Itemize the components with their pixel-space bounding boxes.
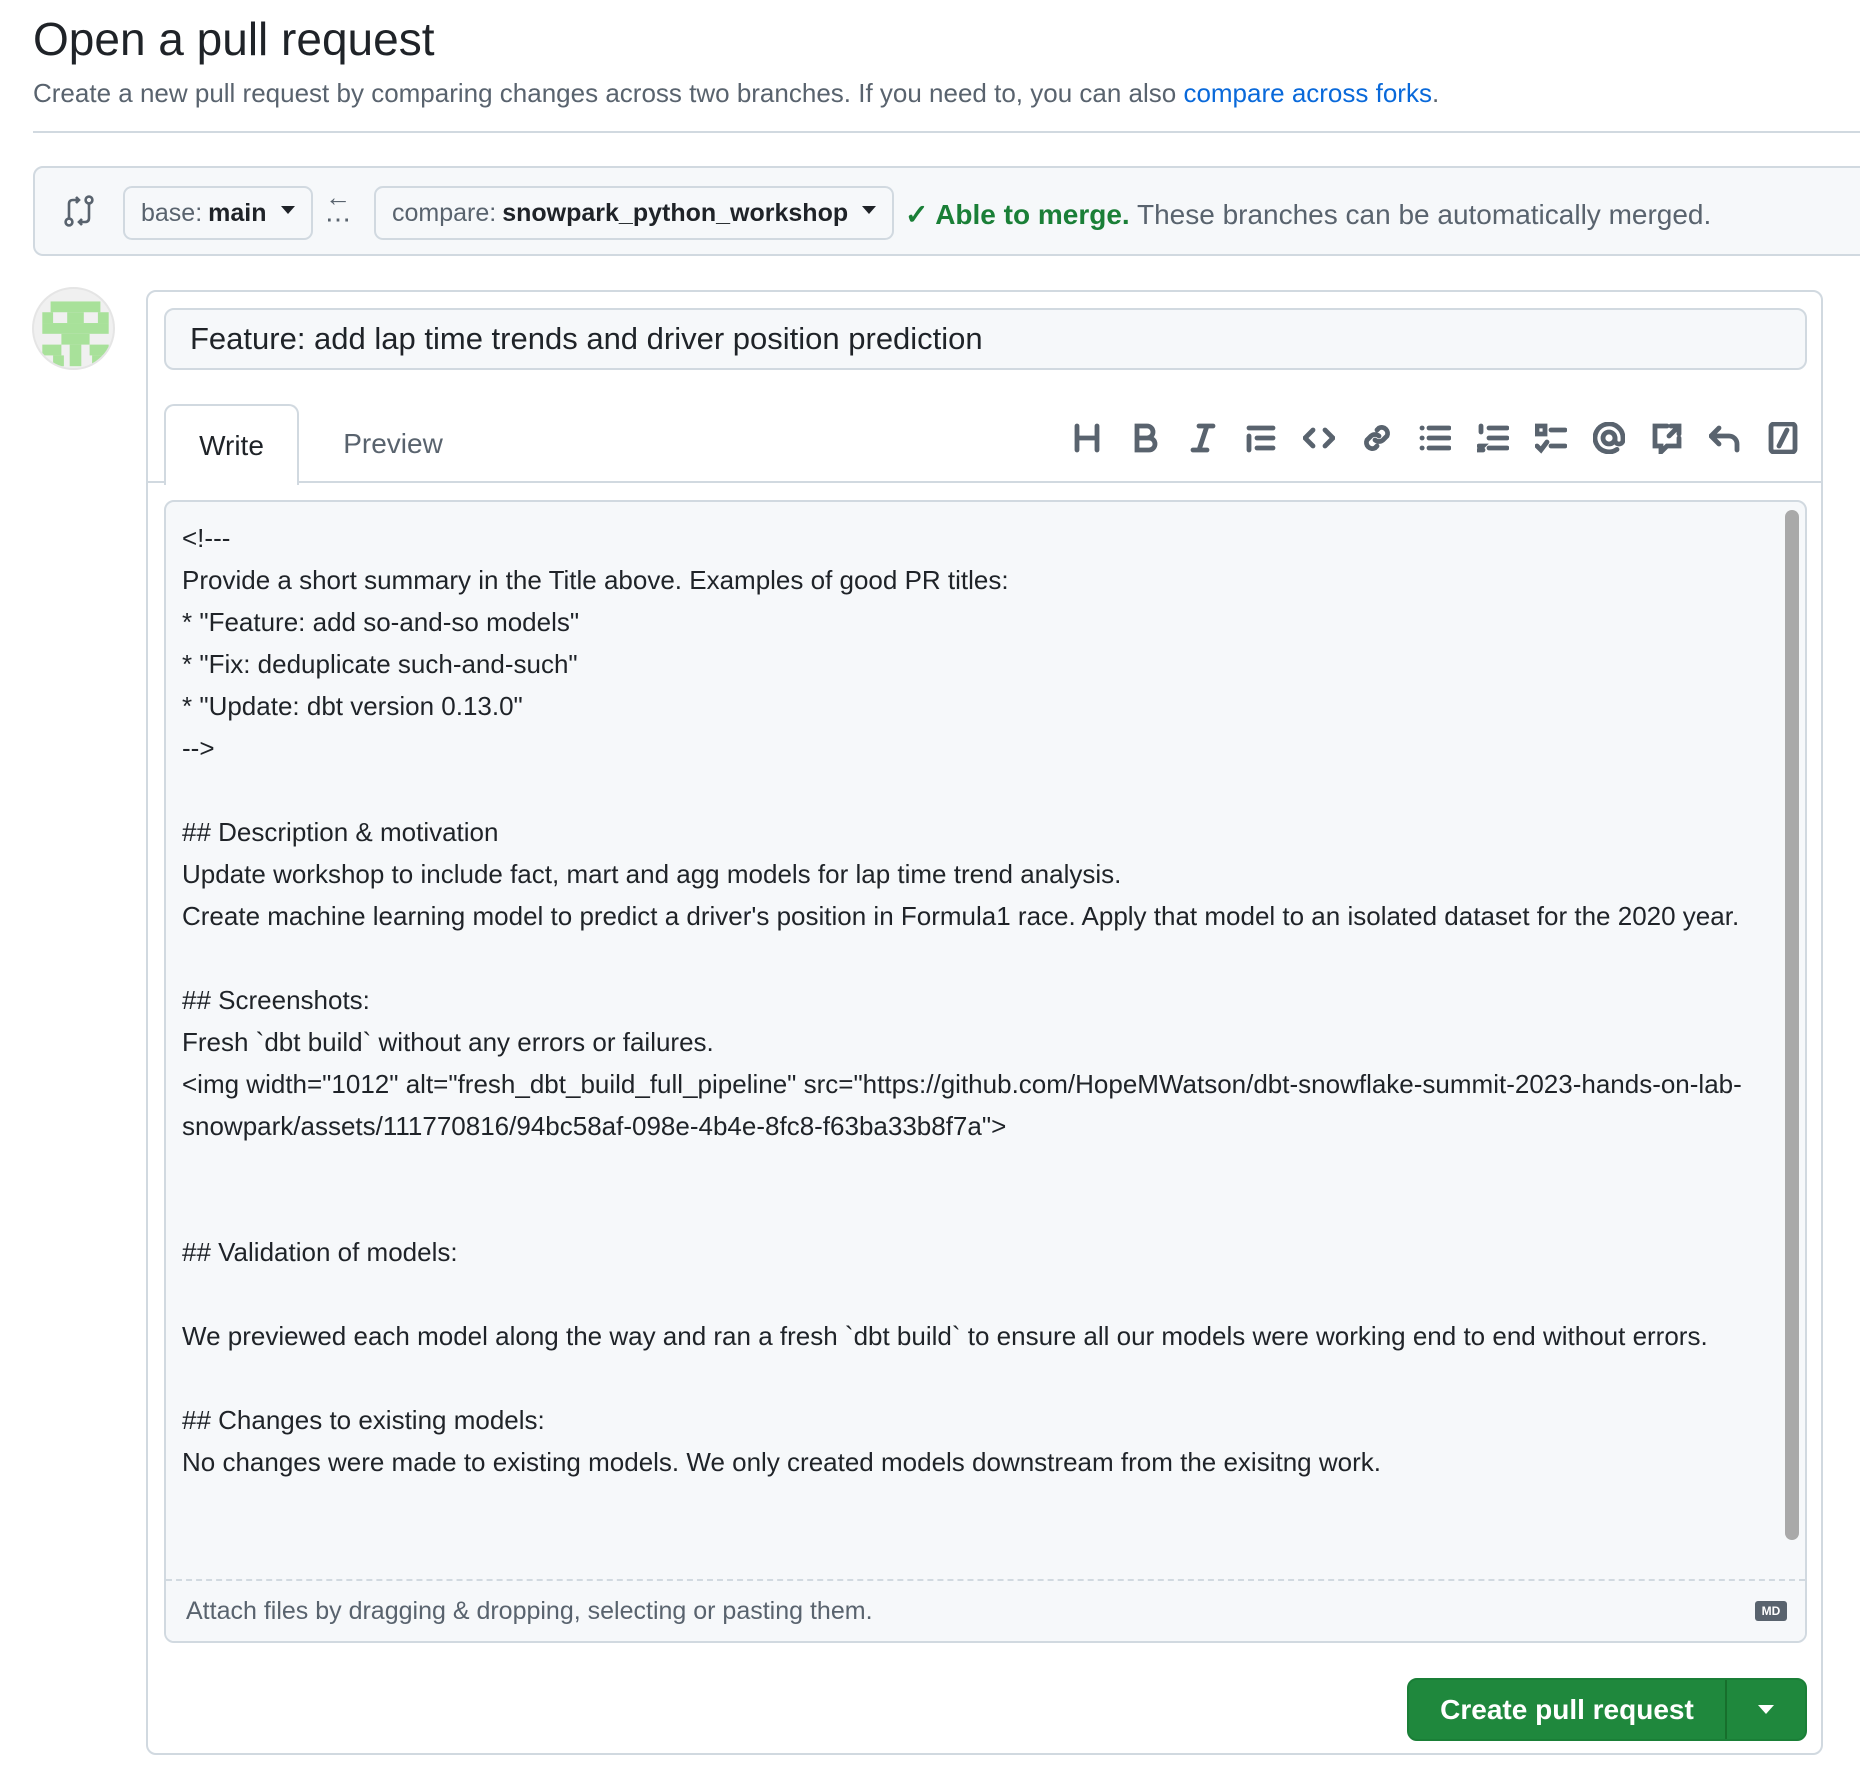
- identicon: [34, 289, 115, 370]
- page-subtitle: [33, 78, 1439, 109]
- subtitle-end: .: [1431, 78, 1440, 108]
- mention-icon[interactable]: [1591, 420, 1627, 456]
- pr-title-input[interactable]: Feature: add lap time trends and driver position prediction: [164, 308, 1807, 370]
- markdown-icon: MD: [1755, 1601, 1787, 1621]
- caret-down-icon: [1758, 1705, 1774, 1714]
- caret-down-icon: [281, 206, 295, 214]
- merge-status-detail: These branches can be automatically merged.: [1136, 199, 1712, 230]
- body-line: ## Validation of models:: [182, 1237, 458, 1267]
- pr-body-text: [182, 517, 1762, 1585]
- body-line: ## Changes to existing models:: [182, 1405, 545, 1435]
- body-line: [182, 1189, 1762, 1231]
- arrow-left-icon: ← ⋯: [325, 182, 351, 234]
- divider: [33, 131, 1860, 133]
- reference-icon[interactable]: [1649, 420, 1685, 456]
- body-line: ## Screenshots:: [182, 985, 370, 1015]
- compare-bar: [33, 166, 1860, 256]
- avatar: [32, 287, 115, 370]
- body-line: * "Feature: add so-and-so models": [182, 607, 580, 637]
- attach-hint: Attach files by dragging & dropping, selecting or pasting them.: [186, 1596, 873, 1625]
- body-line: -->: [182, 733, 215, 763]
- create-options-dropdown[interactable]: [1727, 1680, 1805, 1739]
- create-pull-request-button-group: [1407, 1678, 1807, 1741]
- body-line: We previewed each model along the way and ran a fresh `dbt build` to ensure all our models were working end to end without errors.: [182, 1321, 1708, 1351]
- unordered-list-icon[interactable]: [1417, 420, 1453, 456]
- italic-icon[interactable]: [1185, 420, 1221, 456]
- undo-icon[interactable]: [1707, 420, 1743, 456]
- body-line: <!---: [182, 523, 231, 553]
- compare-across-forks-link[interactable]: compare across forks: [1183, 78, 1432, 108]
- attach-files-area[interactable]: [166, 1579, 1805, 1641]
- merge-status: [905, 198, 1711, 231]
- body-line: Fresh `dbt build` without any errors or failures.: [182, 1027, 714, 1057]
- check-icon: ✓: [905, 199, 936, 230]
- heading-icon[interactable]: [1069, 420, 1105, 456]
- pr-body-textarea[interactable]: [164, 500, 1807, 1643]
- compare-label: compare:: [392, 198, 497, 227]
- body-line: [182, 1357, 1762, 1399]
- merge-status-label: Able to merge.: [935, 199, 1130, 230]
- link-icon[interactable]: [1359, 420, 1395, 456]
- body-line: No changes were made to existing models. We only created models downstream from the exisitng work.: [182, 1447, 1381, 1477]
- tab-write[interactable]: Write: [164, 404, 299, 485]
- body-line: * "Update: dbt version 0.13.0": [182, 691, 523, 721]
- base-label: base:: [141, 198, 203, 227]
- body-line: Create machine learning model to predict a driver's position in Formula1 race. Apply that model to an isolated dataset for the 2020 year.: [182, 901, 1740, 931]
- tab-preview[interactable]: Preview: [343, 427, 443, 459]
- task-list-icon[interactable]: [1533, 420, 1569, 456]
- body-line: <img width="1012" alt="fresh_dbt_build_full_pipeline" src="https://github.com/HopeMWatson/dbt-snowflake-summit-2023-hands-on-lab-snowpark/assets/111770816/94bc58af-098e-4b4e-8fc8-f63ba33b8f7a">: [182, 1069, 1742, 1141]
- create-pull-request-button[interactable]: Create pull request: [1409, 1680, 1727, 1739]
- slash-command-icon[interactable]: [1765, 420, 1801, 456]
- page-title: Open a pull request: [33, 13, 435, 65]
- body-line: [182, 1273, 1762, 1315]
- body-line: * "Fix: deduplicate such-and-such": [182, 649, 578, 679]
- body-line: [182, 769, 1762, 811]
- base-branch-select[interactable]: [123, 186, 313, 240]
- quote-icon[interactable]: [1243, 420, 1279, 456]
- subtitle-text: Create a new pull request by comparing changes across two branches. If you need to, you can also: [33, 78, 1184, 108]
- git-compare-icon: [63, 194, 95, 228]
- code-icon[interactable]: [1301, 420, 1337, 456]
- compare-branch-select[interactable]: [374, 186, 894, 240]
- body-line: [182, 937, 1762, 979]
- base-value: main: [208, 198, 267, 227]
- body-line: ## Description & motivation: [182, 817, 499, 847]
- compare-value: snowpark_python_workshop: [502, 198, 849, 227]
- body-line: Update workshop to include fact, mart and agg models for lap time trend analysis.: [182, 859, 1122, 889]
- body-line: [182, 1147, 1762, 1189]
- caret-down-icon: [862, 206, 876, 214]
- pr-form: [146, 290, 1823, 1755]
- markdown-toolbar: [1069, 420, 1801, 456]
- body-line: Provide a short summary in the Title above. Examples of good PR titles:: [182, 565, 1009, 595]
- ordered-list-icon[interactable]: [1475, 420, 1511, 456]
- bold-icon[interactable]: [1127, 420, 1163, 456]
- textarea-scrollbar[interactable]: [1785, 510, 1799, 1540]
